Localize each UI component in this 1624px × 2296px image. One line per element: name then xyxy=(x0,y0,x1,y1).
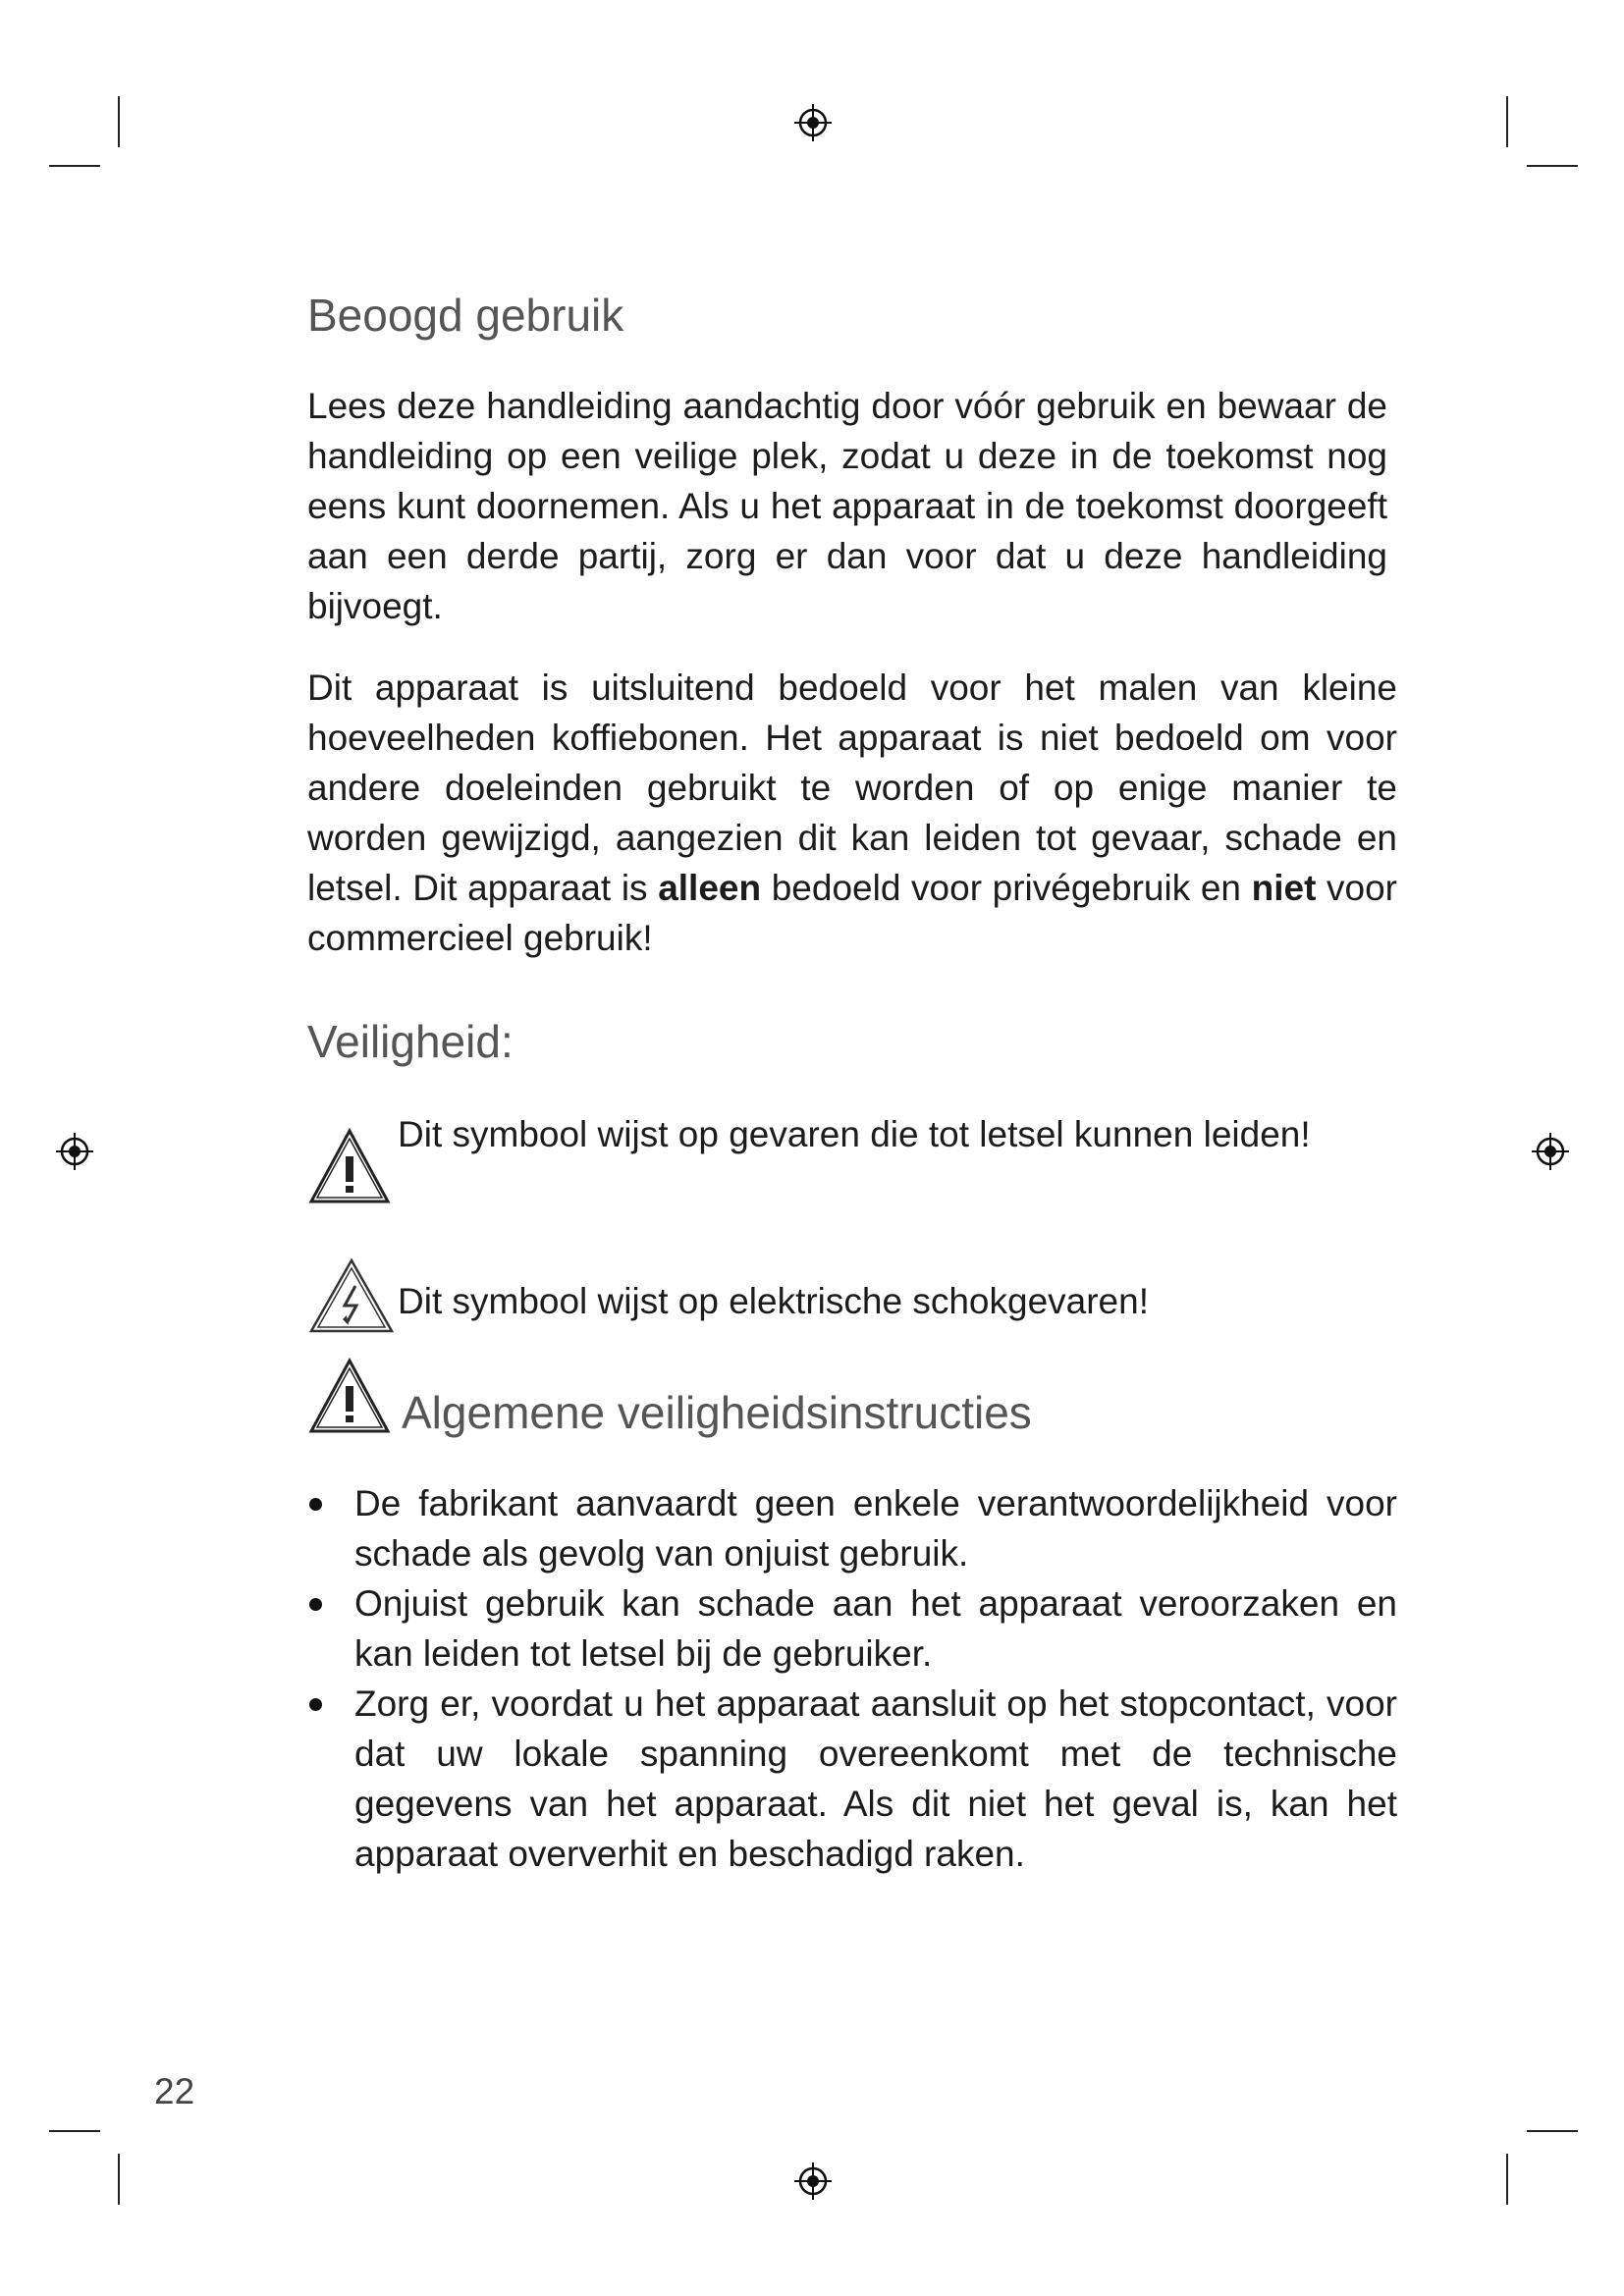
section-title-beoogd-gebruik: Beoogd gebruik xyxy=(307,290,624,341)
paragraph-usage-text: voor commercieel gebruik! xyxy=(307,868,1397,958)
crop-mark xyxy=(49,2130,100,2132)
list-item-text: Zorg er, voordat u het apparaat aansluit op het stopcontact, voor dat uw lokale spanning overeenkomt met de technische gegevens van het apparaat. Als dit niet het geval is, kan het apparaat oververhit en beschadigd raken. xyxy=(354,1683,1397,1874)
list-item-text: De fabrikant aanvaardt geen enkele verantwoordelijkheid voor schade als gevolg van onjuist gebruik. xyxy=(354,1483,1397,1574)
emphasis-alleen: alleen xyxy=(658,868,762,908)
bullet-icon xyxy=(309,1598,322,1611)
list-item xyxy=(307,1478,1397,1578)
warning-general-text: Dit symbool wijst op gevaren die tot letsel kunnen leiden! xyxy=(398,1114,1311,1154)
registration-mark-icon xyxy=(1530,1131,1571,1172)
paragraph-intro: Lees deze handleiding aandachtig door vóór gebruik en bewaar de handleiding op een veilige plek, zodat u deze in de toekomst nog eens kunt doornemen. Als u het apparaat in de toekomst doorgeeft aan een derde partij, zorg er dan voor dat u deze handleiding bijvoegt. xyxy=(307,386,1387,626)
paragraph-usage xyxy=(307,663,1397,963)
crop-mark xyxy=(1506,96,1508,147)
registration-mark-icon xyxy=(792,2161,834,2202)
electric-shock-triangle-icon xyxy=(307,1256,396,1335)
warning-triangle-icon xyxy=(307,1127,392,1205)
crop-mark xyxy=(1506,2154,1508,2205)
registration-mark-icon xyxy=(792,102,834,143)
safety-instructions-list xyxy=(307,1478,1397,1879)
bullet-icon xyxy=(309,1698,322,1711)
list-item-text: Onjuist gebruik kan schade aan het apparaat veroorzaken en kan leiden tot letsel bij de gebruiker. xyxy=(354,1583,1397,1674)
warning-triangle-icon xyxy=(307,1357,392,1435)
crop-mark xyxy=(118,2154,120,2205)
section-title-algemene-veiligheidsinstructies: Algemene veiligheidsinstructies xyxy=(402,1387,1032,1438)
crop-mark xyxy=(118,96,120,147)
list-item xyxy=(307,1578,1397,1679)
page-number: 22 xyxy=(154,2071,195,2111)
list-item xyxy=(307,1679,1397,1879)
crop-mark xyxy=(49,165,100,167)
registration-mark-icon xyxy=(54,1131,95,1172)
warning-general-row xyxy=(307,1109,1387,1217)
paragraph-usage-text: bedoeld voor privégebruik en xyxy=(761,868,1252,908)
warning-electric-text: Dit symbool wijst op elektrische schokgevaren! xyxy=(398,1281,1149,1321)
warning-electric-row xyxy=(307,1266,1387,1345)
section-title-veiligheid: Veiligheid: xyxy=(307,1016,514,1067)
paragraph-usage-text: Dit apparaat is uitsluitend bedoeld voor het malen van kleine hoeveelheden koffiebonen. Het apparaat is niet bedoeld om voor andere doeleinden gebruikt te worden of op enige manier te worden gewijzigd, aangezien dit kan leiden tot gevaar, schade en letsel. Dit apparaat is xyxy=(307,667,1397,908)
bullet-icon xyxy=(309,1498,322,1511)
algemene-heading-row xyxy=(307,1357,1387,1465)
emphasis-niet: niet xyxy=(1251,868,1317,908)
crop-mark xyxy=(1527,165,1578,167)
crop-mark xyxy=(1527,2130,1578,2132)
